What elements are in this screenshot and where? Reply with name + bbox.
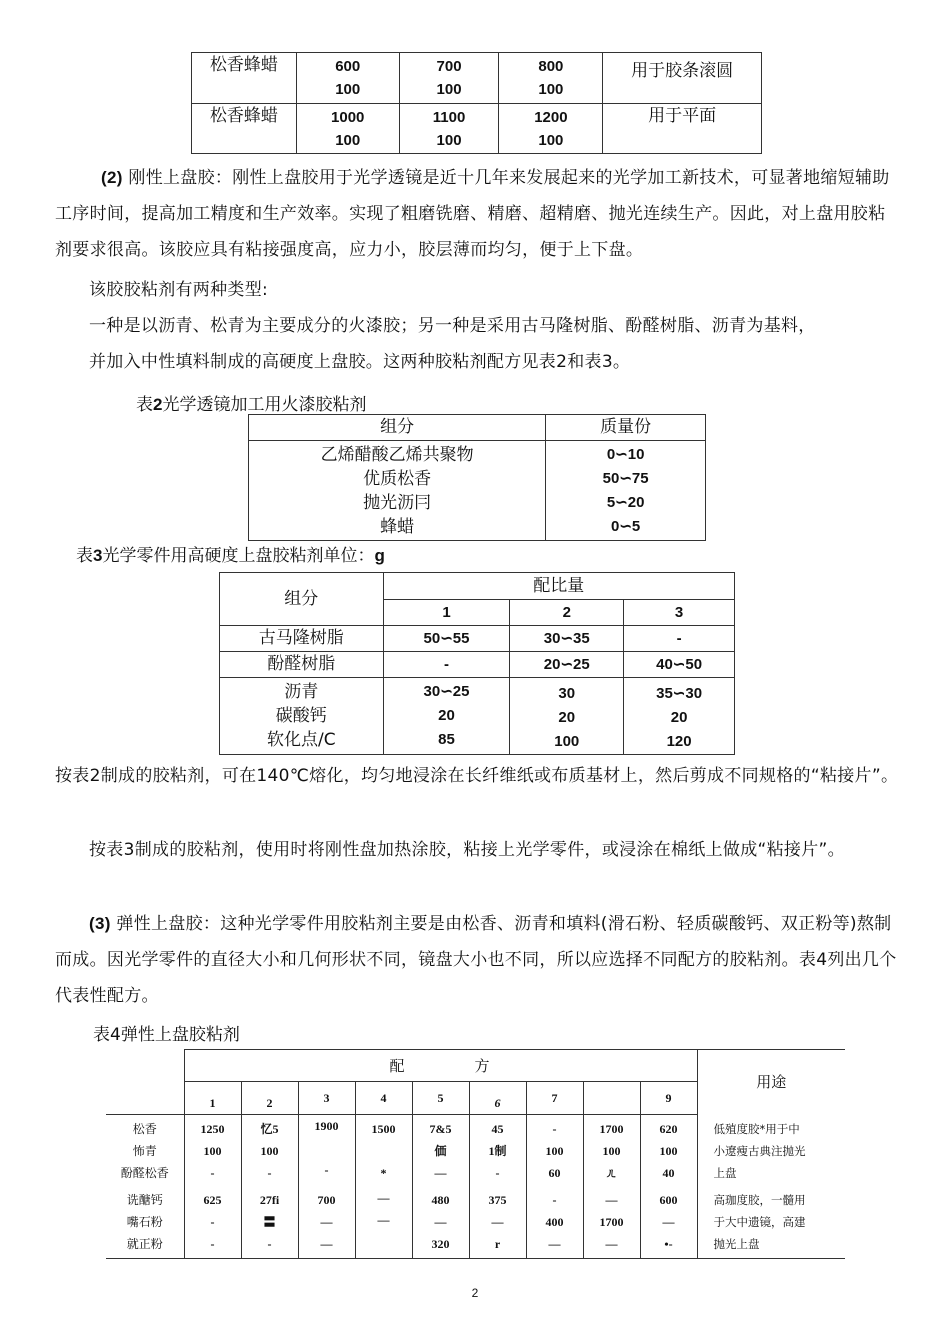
- value: 100: [554, 733, 580, 750]
- usage: 用于平面: [603, 104, 762, 154]
- usage-line: 低殖度胶*用于中: [713, 1121, 800, 1136]
- value: 0∽5: [611, 517, 641, 535]
- table-header-row: [249, 415, 706, 441]
- usage-line: 上盘: [713, 1165, 737, 1180]
- value: 35∽30: [656, 685, 703, 702]
- section-label: (3): [89, 914, 111, 933]
- component-name: 乙烯醋酸乙烯共聚物: [320, 444, 474, 465]
- value: 7&5: [429, 1121, 452, 1136]
- value: -: [324, 1163, 329, 1177]
- value: 100: [538, 131, 564, 149]
- table-header-row: [220, 573, 735, 600]
- component-name: 沥青: [284, 682, 319, 702]
- usage: 用于胶条滚圆: [603, 53, 762, 104]
- usage-line: 高珈度胶，一髓用: [713, 1193, 806, 1208]
- value: •-: [664, 1237, 673, 1252]
- caption-unit: g: [374, 546, 385, 565]
- value: 1700: [599, 1215, 624, 1230]
- value: -: [267, 1237, 272, 1252]
- component-name: 酚醛松香: [120, 1165, 169, 1180]
- component-name: 古马隆树脂: [220, 626, 384, 652]
- value: -: [210, 1215, 215, 1230]
- value: 700: [317, 1193, 336, 1208]
- value: 1700: [599, 1121, 624, 1136]
- value: [356, 1140, 412, 1162]
- value: 100: [335, 131, 361, 149]
- column-header: 2: [241, 1082, 298, 1115]
- value: 価: [434, 1143, 447, 1158]
- page-number: 2: [471, 1286, 479, 1300]
- table-row: [106, 1187, 845, 1259]
- value: 40: [662, 1165, 675, 1180]
- table-header-row: [106, 1050, 845, 1082]
- column-header: 5: [412, 1082, 469, 1115]
- value: 20: [438, 707, 455, 724]
- column-header: 7: [526, 1082, 583, 1115]
- value: 1200: [534, 108, 568, 126]
- value: —: [491, 1215, 504, 1230]
- value: 40∽50: [624, 652, 735, 678]
- value: 忆5: [260, 1121, 279, 1136]
- value: 30∽35: [510, 626, 624, 652]
- component-name: 碳酸钙: [275, 706, 327, 726]
- value: 100: [260, 1143, 279, 1158]
- table-3: [219, 572, 735, 755]
- caption-prefix: 表: [76, 546, 93, 566]
- value: 400: [545, 1215, 564, 1230]
- usage-line: 于大中遗镜，高建: [713, 1215, 806, 1230]
- component-name: 嘴石粉: [126, 1215, 163, 1230]
- value: 480: [431, 1193, 450, 1208]
- value: 1100: [432, 108, 466, 126]
- column-header: 6: [469, 1082, 526, 1115]
- value: 1制: [488, 1143, 507, 1158]
- value: *: [380, 1165, 387, 1180]
- column-header: 3: [298, 1082, 355, 1115]
- column-header: 组分: [220, 573, 384, 626]
- table-1: [191, 52, 762, 154]
- value: -: [495, 1165, 500, 1180]
- table-2: [248, 414, 706, 541]
- column-header: 4: [355, 1082, 412, 1115]
- caption-text: 光学零件用高硬度上盘胶粘剂单位：: [102, 546, 375, 566]
- column-header: 组分: [249, 415, 546, 441]
- caption-prefix: 表: [136, 395, 153, 415]
- value: 60: [548, 1165, 561, 1180]
- value: -: [552, 1193, 557, 1208]
- value: —: [605, 1193, 618, 1208]
- column-header: [583, 1082, 640, 1115]
- table-4-caption: 表4弹性上盘胶粘剂: [93, 1025, 240, 1045]
- table-3-caption: [76, 545, 385, 567]
- paragraph-rigid-glue: [55, 160, 900, 268]
- component-name: 酚醛树脂: [220, 652, 384, 678]
- component-name: 松香: [132, 1121, 157, 1136]
- value: -: [210, 1237, 215, 1252]
- value: —: [434, 1165, 447, 1180]
- component-name: 蜂蜡: [380, 516, 415, 537]
- table-row: [220, 626, 735, 652]
- value: 45: [491, 1121, 504, 1136]
- value: 20: [670, 709, 688, 726]
- component-name: 松香蜂蜡: [192, 53, 297, 104]
- value: [299, 1137, 355, 1159]
- value: 5∽20: [606, 493, 645, 511]
- column-header: 2: [510, 600, 624, 626]
- value: -: [624, 626, 735, 652]
- value: 100: [436, 81, 462, 98]
- table-row: [192, 104, 762, 154]
- usage-line: 抛光上盘: [713, 1237, 760, 1252]
- value: 1900: [314, 1119, 339, 1133]
- value: 30: [558, 685, 576, 702]
- value: 1500: [371, 1121, 396, 1136]
- value: 100: [335, 81, 361, 98]
- component-name: 抛光沥冃: [363, 492, 432, 513]
- table-row: [249, 441, 706, 541]
- component-name: 优质松香: [363, 468, 432, 489]
- value: 620: [659, 1121, 678, 1136]
- column-header: 9: [640, 1082, 697, 1115]
- value: —: [377, 1212, 390, 1227]
- value: r: [494, 1237, 501, 1252]
- column-header: 1: [184, 1082, 241, 1115]
- paragraph-types: 该胶胶粘剂有两种类型:: [89, 280, 269, 300]
- value: 375: [488, 1193, 507, 1208]
- caption-text: 光学透镜加工用火漆胶粘剂: [162, 395, 367, 415]
- value: -: [552, 1121, 557, 1136]
- value: —: [320, 1237, 333, 1252]
- component-name: 软化点/C: [267, 730, 336, 750]
- value: 100: [659, 1143, 678, 1158]
- usage-line: 小遼瘦古典注抛光: [713, 1143, 806, 1158]
- value: -: [210, 1165, 215, 1180]
- column-header: 3: [624, 600, 735, 626]
- value: 1250: [200, 1121, 225, 1136]
- value: 100: [538, 81, 564, 98]
- column-header: 配 方: [184, 1050, 697, 1082]
- value: 85: [438, 731, 455, 748]
- column-header: 1: [383, 600, 510, 626]
- column-header: 用途: [697, 1050, 845, 1115]
- value: 20: [558, 709, 576, 726]
- value: 0∽10: [606, 445, 645, 463]
- value: 50∽55: [383, 626, 510, 652]
- component-name: 就正粉: [126, 1237, 163, 1252]
- paragraph-text: 弹性上盘胶：这种光学零件用胶粘剂主要是由松香、沥青和填料(滑石粉、轻质碳酸钙、双正粉等)熬制而成。因光学零件的直径大小和几何形状不同，镜盘大小也不同，所以应选择不同配方的胶粘剂。表4列出几个代表性配方。: [55, 914, 897, 1006]
- value: 100: [203, 1143, 222, 1158]
- value: -: [267, 1165, 272, 1180]
- value: 700: [436, 58, 462, 75]
- value: 600: [335, 58, 361, 75]
- value: -: [383, 652, 510, 678]
- value: 27fi: [259, 1193, 280, 1208]
- table-row: [220, 652, 735, 678]
- table-2-caption: [136, 394, 366, 416]
- component-name: 诜醣钙: [126, 1193, 163, 1208]
- paragraph-table2-usage: 按表2制成的胶粘剂，可在140℃熔化，均匀地浸涂在长纤维纸或布质基材上，然后剪成不同规格的“粘接片”。: [55, 766, 899, 786]
- value: 600: [659, 1193, 678, 1208]
- value: 1000: [331, 108, 365, 126]
- value: 30∽25: [423, 683, 470, 700]
- table-row: [192, 53, 762, 104]
- value: [356, 1231, 412, 1253]
- value: 100: [436, 131, 462, 149]
- paragraph-types-desc: 一种是以沥青、松青为主要成分的火漆胶；另一种是采用古马隆树脂、酚醛树脂、沥青为基料，: [89, 316, 816, 336]
- component-name: 怖青: [132, 1143, 157, 1158]
- value: 〓: [263, 1215, 276, 1230]
- value: —: [605, 1237, 618, 1252]
- paragraph-table3-usage: 按表3制成的胶粘剂，使用时将刚性盘加热涂胶，粘接上光学零件，或浸涂在棉纸上做成“粘接片”。: [89, 840, 845, 860]
- value: 20∽25: [510, 652, 624, 678]
- column-header: 质量份: [546, 415, 706, 441]
- value: 100: [545, 1143, 564, 1158]
- section-label: (2): [101, 168, 123, 187]
- value: 100: [602, 1143, 621, 1158]
- value: 625: [203, 1193, 222, 1208]
- caption-number: 2: [153, 395, 163, 414]
- caption-number: 3: [93, 546, 103, 565]
- column-header: 配比量: [383, 573, 734, 600]
- table-4: [106, 1049, 845, 1259]
- value: ㄦ: [605, 1165, 618, 1180]
- table-row: [106, 1115, 845, 1187]
- paragraph-elastic-glue: [55, 906, 900, 1014]
- table-row: [220, 678, 735, 755]
- value: 120: [666, 733, 692, 750]
- value: —: [662, 1215, 675, 1230]
- component-name: 松香蜂蜡: [192, 104, 297, 154]
- value: —: [548, 1237, 561, 1252]
- paragraph-types-desc-cont: 并加入中性填料制成的高硬度上盘胶。这两种胶粘剂配方见表2和表3。: [89, 352, 631, 372]
- value: —: [434, 1215, 447, 1230]
- value: 800: [538, 58, 564, 75]
- value: —: [320, 1215, 333, 1230]
- value: 50∽75: [602, 469, 649, 487]
- paragraph-text: 刚性上盘胶：刚性上盘胶用于光学透镜是近十几年来发展起来的光学加工新技术，可显著地缩短辅助工序时间，提高加工精度和生产效率。实现了粗磨铣磨、精磨、超精磨、抛光连续生产。因此，对上盘用胶粘剂要求很高。该胶应具有粘接强度高，应力小，胶层薄而均匀，便于上下盘。: [55, 168, 890, 260]
- value: 320: [431, 1237, 450, 1252]
- value: —: [377, 1190, 390, 1205]
